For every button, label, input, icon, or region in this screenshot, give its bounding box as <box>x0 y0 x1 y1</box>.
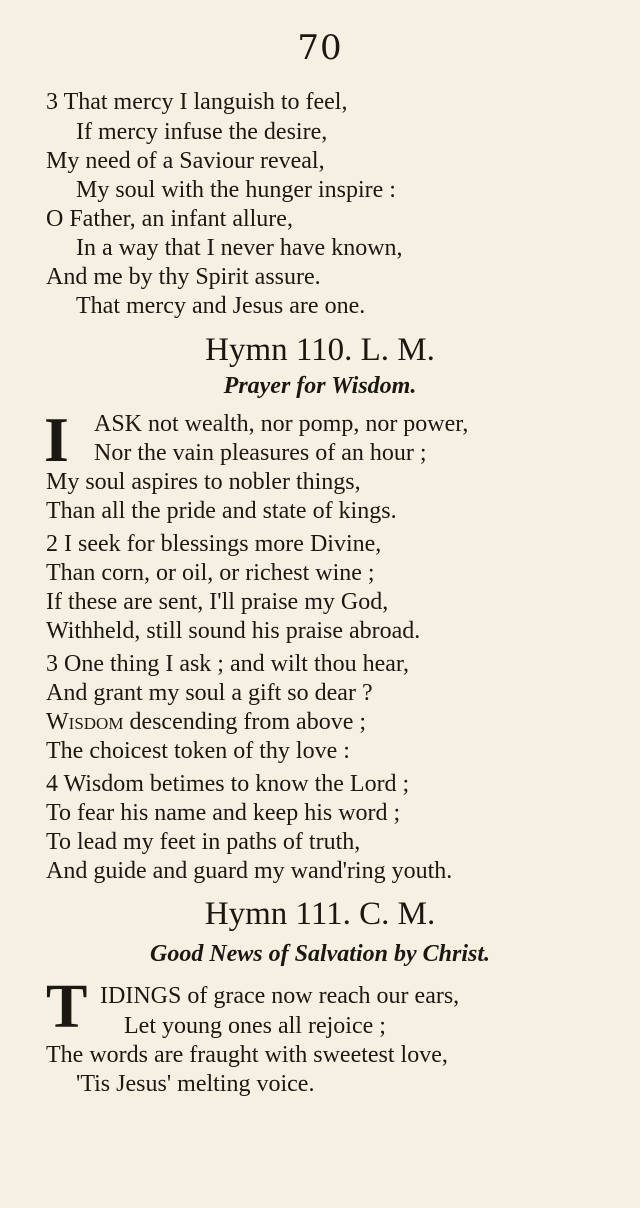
verse-line: Than corn, or oil, or richest wine ; <box>46 560 375 586</box>
hymn-110-subtitle: Prayer for Wisdom. <box>223 373 417 399</box>
verse-line: To lead my feet in paths of truth, <box>46 829 361 855</box>
verse-line: That mercy and Jesus are one. <box>76 293 366 319</box>
hymn-110-title: Hymn 110. L. M. <box>205 332 435 368</box>
verse-line: 3 That mercy I languish to feel, <box>46 89 348 115</box>
verse-line: My soul with the hunger inspire : <box>76 177 396 203</box>
hymn-110-dropcap: I <box>44 404 69 475</box>
verse-line: My need of a Saviour reveal, <box>46 148 325 174</box>
verse-line: If mercy infuse the desire, <box>76 119 328 145</box>
verse-line: The words are fraught with sweetest love, <box>46 1042 448 1068</box>
verse-line: Let young ones all rejoice ; <box>124 1013 386 1039</box>
hymn-111-title: Hymn 111. C. M. <box>204 896 436 932</box>
page-number: 70 <box>297 28 343 68</box>
verse-line: 4 Wisdom betimes to know the Lord ; <box>46 771 410 797</box>
verse-line: And me by thy Spirit assure. <box>46 264 321 290</box>
verse-line: O Father, an infant allure, <box>46 206 293 232</box>
verse-line: The choicest token of thy love : <box>46 738 350 764</box>
verse-line <box>46 708 366 736</box>
verse-line: My soul aspires to nobler things, <box>46 469 361 495</box>
verse-line: Withheld, still sound his praise abroad. <box>46 618 421 644</box>
verse-line: If these are sent, I'll praise my God, <box>46 589 389 615</box>
hymn-111-subtitle: Good News of Salvation by Christ. <box>149 941 491 967</box>
verse-line: 'Tis Jesus' melting voice. <box>76 1071 315 1097</box>
verse-line: And guide and guard my wand'ring youth. <box>46 858 453 884</box>
verse-line: To fear his name and keep his word ; <box>46 800 401 826</box>
verse-line: ASK not wealth, nor pomp, nor power, <box>94 411 469 437</box>
verse-line: In a way that I never have known, <box>76 235 403 261</box>
verse-line: 2 I seek for blessings more Divine, <box>46 531 382 557</box>
verse-line: IDINGS of grace now reach our ears, <box>100 983 460 1009</box>
verse-line: And grant my soul a gift so dear ? <box>46 680 373 706</box>
verse-line: 3 One thing I ask ; and wilt thou hear, <box>46 651 409 677</box>
verse-line-rest: descending from above ; <box>129 709 367 735</box>
wisdom-smallcaps: Wisdom <box>46 709 124 735</box>
verse-line: Than all the pride and state of kings. <box>46 498 397 524</box>
hymn-111-dropcap: T <box>46 973 88 1041</box>
verse-line: Nor the vain pleasures of an hour ; <box>94 440 427 466</box>
